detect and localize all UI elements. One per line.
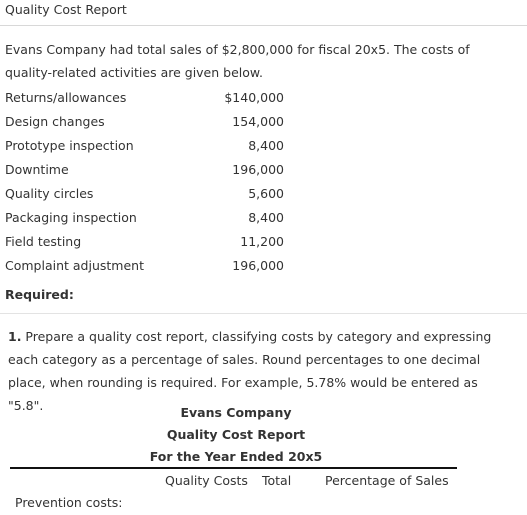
column-header-percentage-of-sales: Percentage of Sales	[325, 473, 449, 488]
cost-value-packaging-inspection: 8,400	[248, 210, 284, 225]
cost-label-field-testing: Field testing	[5, 234, 82, 249]
cost-label-prototype-inspection: Prototype inspection	[5, 138, 134, 153]
section-label-prevention-costs: Prevention costs:	[15, 495, 123, 510]
title-divider	[0, 25, 527, 26]
cost-value-field-testing: 11,200	[240, 234, 284, 249]
cost-value-quality-circles: 5,600	[248, 186, 284, 201]
column-header-quality-costs: Quality Costs	[165, 473, 248, 488]
question-number: 1.	[8, 329, 22, 344]
intro-text: Evans Company had total sales of $2,800,000 for fiscal 20x5. The costs of quality-related activities are given below.	[5, 42, 470, 80]
question-text: Prepare a quality cost report, classifying costs by category and expressing each category as a percentage of sales. Round percentages to one decimal place, when rounding is required. For example, 5.78% would be entered as "5.8".	[8, 329, 492, 413]
section-divider	[0, 313, 527, 314]
question-1	[8, 325, 514, 417]
cost-label-downtime: Downtime	[5, 162, 69, 177]
cost-value-prototype-inspection: 8,400	[248, 138, 284, 153]
report-header-rule	[10, 467, 457, 469]
report-title: Quality Cost Report	[166, 427, 306, 442]
cost-value-complaint-adjustment: 196,000	[232, 258, 284, 273]
column-header-total: Total	[262, 473, 292, 488]
report-company: Evans Company	[180, 405, 292, 420]
required-label: Required:	[5, 287, 74, 302]
cost-label-returns-allowances: Returns/allowances	[5, 90, 127, 105]
report-period: For the Year Ended 20x5	[149, 449, 323, 464]
cost-label-design-changes: Design changes	[5, 114, 105, 129]
cost-label-quality-circles: Quality circles	[5, 186, 94, 201]
cost-value-design-changes: 154,000	[232, 114, 284, 129]
page-title: Quality Cost Report	[5, 2, 127, 17]
cost-value-downtime: 196,000	[232, 162, 284, 177]
cost-label-complaint-adjustment: Complaint adjustment	[5, 258, 144, 273]
cost-value-returns-allowances: $140,000	[224, 90, 284, 105]
cost-label-packaging-inspection: Packaging inspection	[5, 210, 137, 225]
